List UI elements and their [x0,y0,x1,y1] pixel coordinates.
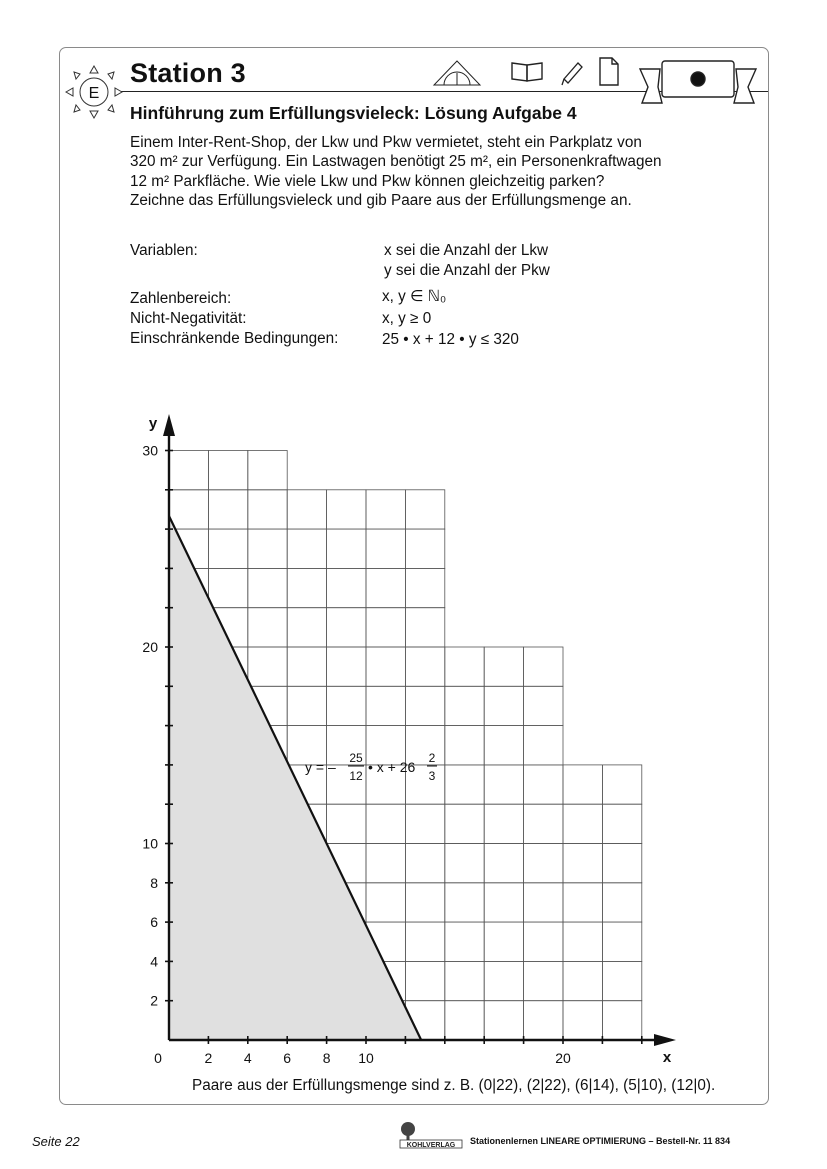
grid-cell [405,804,444,843]
variables-y: y sei die Anzahl der Pkw [384,262,550,279]
grid-cell [405,490,444,529]
grid-cell [208,451,247,490]
grid-cell [524,883,563,922]
grid-cell [484,726,523,765]
equation-fraction-numerator: 25 [349,751,363,765]
x-tick-label: 4 [243,1050,252,1066]
grid-cell [327,647,366,686]
subtitle: Hinführung zum Erfüllungsvieleck: Lösung Aufgabe 4 [130,103,577,123]
grid-cell [287,608,326,647]
grid-cell [524,726,563,765]
y-tick-label: 8 [150,874,158,891]
grid-cell [602,804,641,843]
grid-cell [445,647,484,686]
grid-cell [524,686,563,725]
grid-cell [563,804,602,843]
x-axis-label: x [662,1049,672,1066]
grid-cell [524,1001,563,1040]
x-tick-label: 0 [154,1050,162,1066]
grid-cell [445,686,484,725]
grid-cell [524,765,563,804]
grid-cell [169,490,208,529]
y-axis-label: y [148,415,158,432]
grid-cell [524,922,563,961]
grid-cell [248,529,287,568]
grid-cell [484,922,523,961]
grid-cell [327,490,366,529]
grid-cell [602,961,641,1000]
equation-prefix: y = – [305,759,336,775]
grid-cell [366,529,405,568]
grid-cell [287,490,326,529]
grid-cell [484,686,523,725]
task-line: 320 m² zur Verfügung. Ein Lastwagen benötigt 25 m², ein Personenkraftwagen [130,153,662,171]
grid-cell [327,686,366,725]
grid-cell [484,647,523,686]
grid-cell [524,647,563,686]
grid-cell [524,804,563,843]
equation-mixed-numerator: 2 [428,751,436,765]
grid-cell [405,529,444,568]
grid-cell [248,647,287,686]
publisher-name: KOHLVERLAG [406,1142,456,1149]
publisher-logo [396,1121,466,1149]
equation-fraction-denominator: 12 [349,769,363,783]
grid-cell [445,804,484,843]
task-line: Zeichne das Erfüllungsvieleck und gib Paare aus der Erfüllungsmenge an. [130,192,632,210]
grid-cell [602,922,641,961]
solution-pairs: Paare aus der Erfüllungsmenge sind z. B. (0|22), (2|22), (6|14), (5|10), (12|0). [192,1077,716,1094]
y-axis-arrow [163,414,175,436]
grid-cell [484,961,523,1000]
grid-cell [405,961,444,1000]
grid-cell [563,765,602,804]
grid-cell [287,686,326,725]
nonneg-label: Nicht-Negativität: [130,310,247,327]
grid-cell [563,961,602,1000]
grid-cell [524,844,563,883]
grid-cell [484,1001,523,1040]
grid-cell [405,844,444,883]
grid-cell [208,529,247,568]
equation-mixed-denominator: 3 [428,769,436,783]
grid-cell [563,883,602,922]
grid-cell [287,529,326,568]
nonneg-value: x, y ≥ 0 [382,310,432,327]
domain-value: x, y ∈ ℕ₀ [382,288,447,305]
grid-cell [327,804,366,843]
grid-cell [366,490,405,529]
grid-cell [248,608,287,647]
variables-label: Variablen: [130,242,198,259]
grid-cell [484,804,523,843]
constraint-value: 25 • x + 12 • y ≤ 320 [382,331,519,348]
x-tick-label: 8 [322,1050,331,1066]
grid-cell [405,686,444,725]
grid-cell [445,883,484,922]
grid-cell [287,568,326,607]
grid-cell [248,490,287,529]
grid-cell [327,529,366,568]
grid-cell [366,883,405,922]
y-tick-label: 20 [142,639,158,655]
grid-cell [327,568,366,607]
grid-cell [405,883,444,922]
grid-cell [366,686,405,725]
x-tick-label: 10 [358,1050,374,1066]
page-number: Seite 22 [32,1134,80,1149]
task-line: Einem Inter-Rent-Shop, der Lkw und Pkw vermietet, steht ein Parkplatz von [130,134,642,151]
grid-cell [445,961,484,1000]
grid-cell [524,961,563,1000]
grid-cell [563,1001,602,1040]
grid-cell [563,922,602,961]
x-tick-label: 20 [555,1050,571,1066]
x-axis-arrow [654,1034,676,1046]
footer-info: Stationenlernen LINEARE OPTIMIERUNG – Bestell-Nr. 11 834 [470,1136,731,1146]
y-tick-label: 6 [150,914,158,931]
x-tick-label: 6 [283,1050,292,1066]
x-tick-label: 2 [204,1050,213,1066]
variables-x: x sei die Anzahl der Lkw [384,242,549,259]
grid-cell [602,844,641,883]
grid-cell [602,1001,641,1040]
grid-cell [169,451,208,490]
grid-cell [366,804,405,843]
grid-cell [366,568,405,607]
grid-cell [602,765,641,804]
domain-label: Zahlenbereich: [130,290,232,307]
grid-cell [366,647,405,686]
grid-cell [327,608,366,647]
grid-cell [208,490,247,529]
y-tick-label: 2 [150,992,158,1009]
badge-letter: E [88,85,100,102]
grid-cell [366,608,405,647]
grid-cell [405,608,444,647]
constraint-label: Einschränkende Bedingungen: [130,330,339,347]
grid-cell [405,922,444,961]
grid-cell [563,844,602,883]
grid-cell [445,844,484,883]
y-tick-label: 30 [142,442,158,459]
grid-cell [484,844,523,883]
grid-cell [445,922,484,961]
grid-cell [248,451,287,490]
y-tick-label: 4 [150,953,158,970]
grid-cell [366,844,405,883]
grid-cell [445,1001,484,1040]
grid-cell [405,647,444,686]
y-tick-label: 10 [142,835,158,852]
task-line: 12 m² Parkfläche. Wie viele Lkw und Pkw können gleichzeitig parken? [130,172,605,190]
grid-cell [445,726,484,765]
station-title: Station 3 [130,58,246,88]
grid-cell [208,568,247,607]
grid-cell [602,883,641,922]
equation-middle: • x + 26 [368,759,416,775]
grid-cell [405,568,444,607]
grid-cell [287,647,326,686]
grid-cell [484,765,523,804]
grid-cell [248,568,287,607]
grid-cell [484,883,523,922]
grid-cell [445,765,484,804]
